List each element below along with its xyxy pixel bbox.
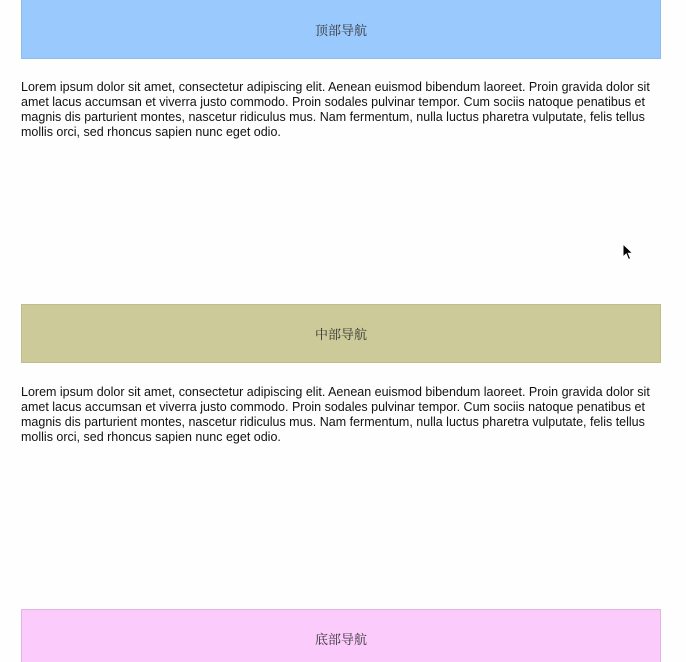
middle-navigation-label: 中部导航 — [314, 328, 367, 343]
content-paragraph-1: Lorem ipsum dolor sit amet, consectetur adipiscing elit. Aenean euismod bibendum laoreet. Proin gravida dolor sit amet lacus accumsan et viverra justo commodo. Proin sodales pulvinar tempor. Cum sociis natoque penatibus et magnis dis parturient montes, nascetur ridiculus mus. Nam fermentum, nulla luctus pharetra vulputate, felis tellus mollis orci, sed rhoncus sapien nunc eget odio. — [21, 80, 650, 139]
top-navigation[interactable] — [21, 0, 661, 59]
content-paragraph-2: Lorem ipsum dolor sit amet, consectetur adipiscing elit. Aenean euismod bibendum laoreet. Proin gravida dolor sit amet lacus accumsan et viverra justo commodo. Proin sodales pulvinar tempor. Cum sociis natoque penatibus et magnis dis parturient montes, nascetur ridiculus mus. Nam fermentum, nulla luctus pharetra vulputate, felis tellus mollis orci, sed rhoncus sapien nunc eget odio. — [21, 385, 650, 444]
mouse-pointer-icon — [622, 243, 636, 261]
top-navigation-label: 顶部导航 — [314, 23, 367, 39]
bottom-navigation[interactable] — [21, 609, 661, 662]
middle-navigation[interactable] — [21, 304, 661, 363]
bottom-navigation-label: 底部导航 — [314, 632, 367, 648]
